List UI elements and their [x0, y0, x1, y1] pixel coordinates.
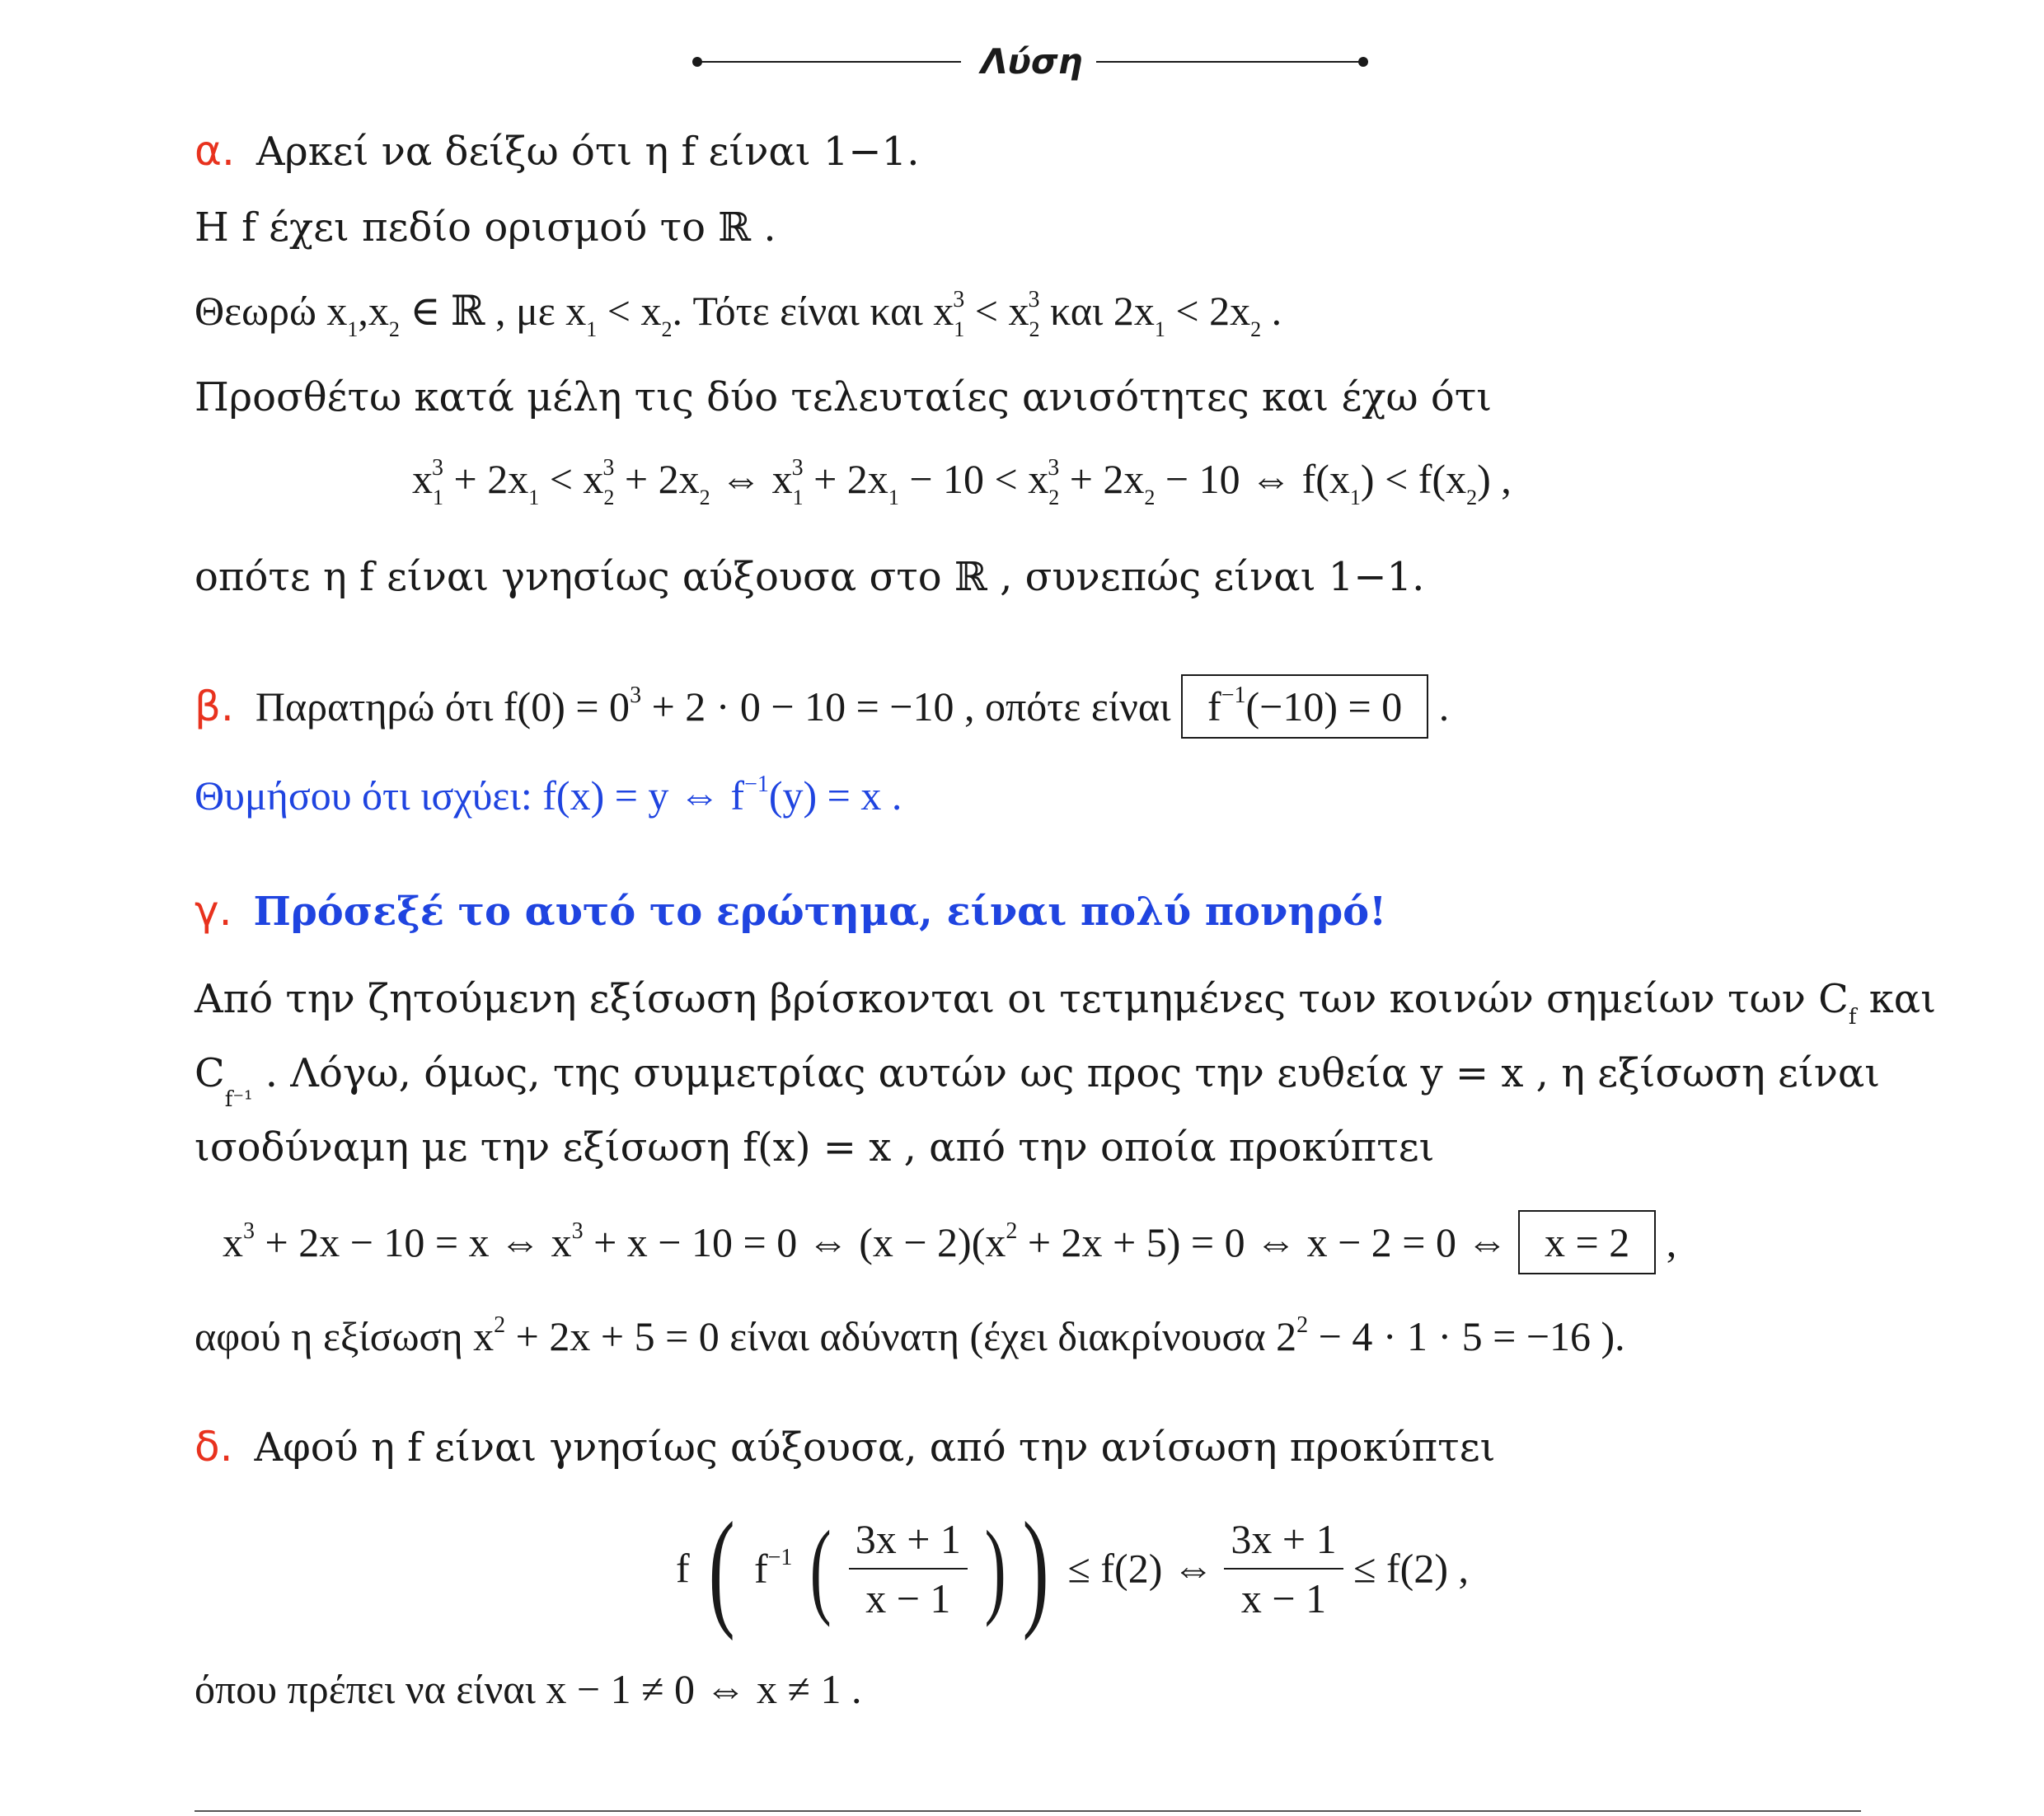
- part-a-line4: Προσθέτω κατά μέλη τις δύο τελευταίες ανισότητες και έχω ότι: [195, 374, 1493, 420]
- fraction-outer: $\frac{3x + 1}{x - 1}$: [1224, 1515, 1343, 1622]
- part-a-line1: [195, 127, 920, 175]
- part-c-line2: $C_{f^{-1}}$ . Λόγω, όμως, της συμμετρίας αυτών ως προς την ευθεία y = x , η εξίσωση είναι: [195, 1050, 1881, 1112]
- answer-box-c: x = 2: [1518, 1210, 1656, 1274]
- fraction-inner: $\frac{3x + 1}{x - 1}$: [849, 1515, 968, 1622]
- label-b: β.: [195, 683, 234, 730]
- title-rule-right: [1096, 61, 1363, 63]
- title-dot-right: [1358, 57, 1368, 67]
- part-a-line3: Θεωρώ $x_1,x_2$ ∈ ℝ , με $x_1 < x_2$. Τότε είναι και $x_1^3 < x_2^3$ και $2x_1 < 2x_2$ .: [195, 287, 1282, 341]
- part-b-note: Θυμήσου ότι ισχύει: f(x) = y ⇔ $f^{-1}(y) = x$ .: [195, 772, 902, 819]
- title-rule-left: [697, 61, 961, 63]
- part-c-line1: Από την ζητούμενη εξίσωση βρίσκονται οι τετμημένες των κοινών σημείων των $C_f$ και: [195, 976, 1937, 1030]
- bottom-rule: [195, 1810, 1861, 1812]
- part-d-line1: [195, 1423, 1496, 1471]
- part-d-inequality: f ( $f^{-1}$ ( $\frac{3x + 1}{x - 1}$ ) ) ≤ f(2) ⇔ $\frac{3x + 1}{x - 1}$ ≤ f(2) ,: [676, 1495, 1469, 1641]
- part-a-line2: Η f έχει πεδίο ορισμού το ℝ .: [195, 204, 776, 251]
- part-b-line1: β. Παρατηρώ ότι $f(0) = 0^3 + 2 \cdot 0 - 10 = -10$ , οπότε είναι $f^{-1}(-10) = 0$ .: [195, 674, 1449, 739]
- label-c: γ.: [195, 887, 232, 935]
- part-c-line5: αφού η εξίσωση $x^2 + 2x + 5 = 0$ είναι αδύνατη (έχει διακρίνουσα $2^2 - 4 \cdot 1 \cdot 5 = -16$ ).: [195, 1312, 1625, 1359]
- label-d: δ.: [195, 1423, 233, 1471]
- part-d-text: Αφού η f είναι γνησίως αύξουσα, από την ανίσωση προκύπτει: [254, 1424, 1496, 1471]
- part-c-heading-text: Πρόσεξέ το αυτό το ερώτημα, είναι πολύ πονηρό!: [253, 889, 1387, 935]
- part-a-inequality: $x_1^3 + 2x_1 < x_2^3 + 2x_2$ ⇔ $x_1^3 + 2x_1 - 10 < x_2^3 + 2x_2 - 10$ ⇔ $f(x_1) < f(x_2)$ ,: [412, 455, 1512, 509]
- solution-title: [692, 41, 1368, 82]
- answer-box-b: $f^{-1}(-10) = 0$: [1181, 674, 1428, 739]
- label-a: α.: [195, 127, 235, 175]
- part-c-equation: $x^3 + 2x - 10 = x$ ⇔ $x^3 + x - 10 = 0$ ⇔ $(x - 2)(x^2 + 2x + 5) = 0$ ⇔ x − 2 = 0 ⇔ x = 2 ,: [223, 1210, 1676, 1274]
- title-text: Λύση: [981, 41, 1083, 82]
- part-c-line3: ισοδύναμη με την εξίσωση f(x) = x , από την οποία προκύπτει: [195, 1124, 1435, 1171]
- part-a-text: Αρκεί να δείξω ότι η f είναι 1−1.: [256, 129, 920, 175]
- part-d-line3: όπου πρέπει να είναι x − 1 ≠ 0 ⇔ x ≠ 1 .: [195, 1666, 862, 1712]
- part-a-line6: οπότε η f είναι γνησίως αύξουσα στο ℝ , συνεπώς είναι 1−1.: [195, 554, 1425, 600]
- part-c-heading: [195, 887, 1387, 935]
